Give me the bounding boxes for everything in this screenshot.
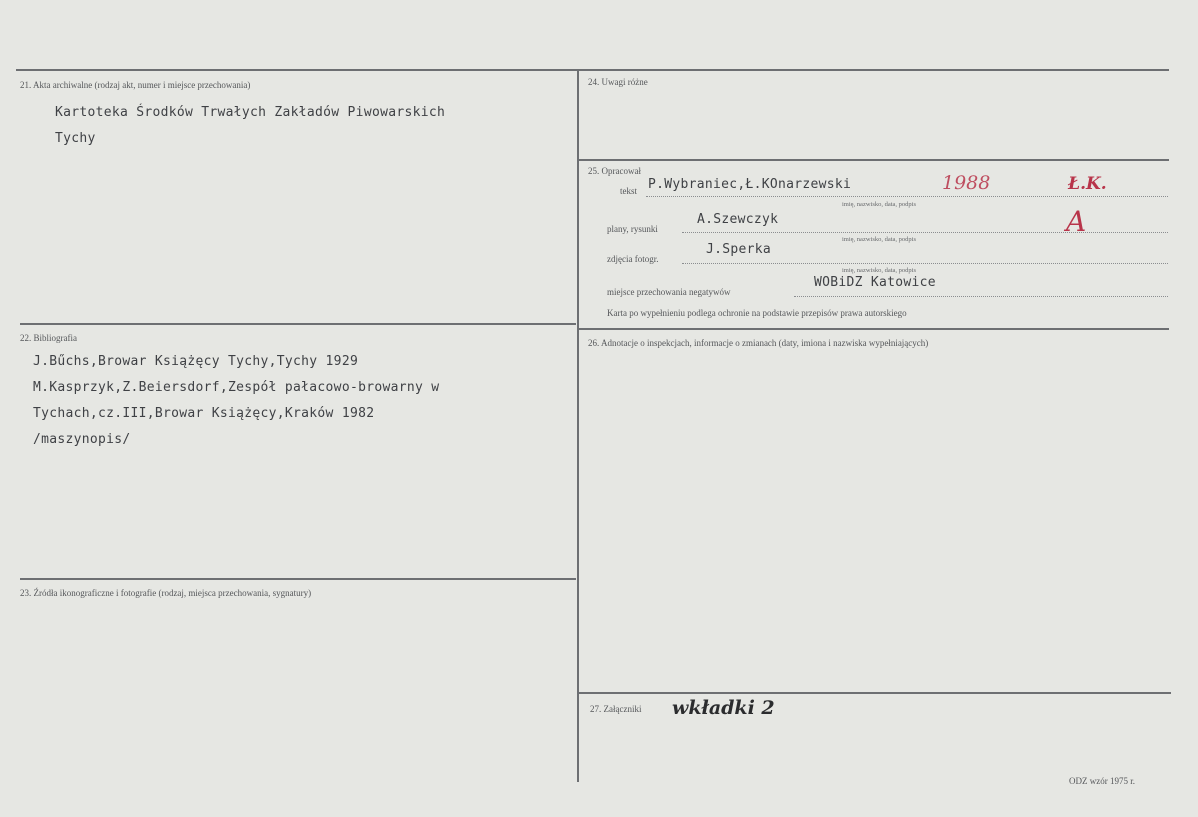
signature-1: Ł.K. <box>1068 174 1107 194</box>
section-22-line-1: J.Bűchs,Browar Książęcy Tychy,Tychy 1929 <box>33 354 359 369</box>
tekst-value: P.Wybraniec,Ł.KOnarzewski <box>648 177 852 192</box>
section-26-label: 26. Adnotacje o inspekcjach, informacje o zmianach (daty, imiona i nazwiska wypełniających) <box>588 338 929 348</box>
signature-2: A <box>1066 205 1087 238</box>
plany-label: plany, rysunki <box>607 224 658 234</box>
center-divider <box>577 70 579 782</box>
miejsce-value: WOBiDZ Katowice <box>814 275 936 290</box>
form-id: ODZ wzór 1975 r. <box>1069 776 1135 786</box>
section-22-label: 22. Bibliografia <box>20 333 77 343</box>
top-rule <box>16 69 1169 71</box>
rule-25-26 <box>579 328 1169 330</box>
plany-line <box>682 232 1168 233</box>
section-22-line-4: /maszynopis/ <box>33 432 131 447</box>
section-21-label: 21. Akta archiwalne (rodzaj akt, numer i miejsce przechowania) <box>20 80 251 90</box>
section-24-label: 24. Uwagi różne <box>588 77 648 87</box>
caption-1: imię, nazwisko, data, podpis <box>842 201 917 208</box>
rule-24-25 <box>579 159 1169 161</box>
miejsce-label: miejsce przechowania negatywów <box>607 287 731 297</box>
section-25-label: 25. Opracował <box>588 166 641 176</box>
section-27-label: 27. Załączniki <box>590 704 642 714</box>
section-21-line-2: Tychy <box>55 131 96 146</box>
tekst-label: tekst <box>620 186 637 196</box>
zdjecia-value: J.Sperka <box>706 242 772 257</box>
section-22-line-2: M.Kasprzyk,Z.Beiersdorf,Zespół pałacowo-browarny w <box>33 380 440 395</box>
section-22-line-3: Tychach,cz.III,Browar Książęcy,Kraków 1982 <box>33 406 375 421</box>
rule-22-23 <box>20 578 576 580</box>
miejsce-line <box>794 296 1168 297</box>
rule-21-22 <box>20 323 576 325</box>
zdjecia-line <box>682 263 1168 264</box>
caption-2: imię, nazwisko, data, podpis <box>842 236 917 243</box>
plany-value: A.Szewczyk <box>697 212 779 227</box>
section-23-label: 23. Źródła ikonograficzne i fotografie (rodzaj, miejsca przechowania, sygnatury) <box>20 588 312 598</box>
zdjecia-label: zdjęcia fotogr. <box>607 254 659 264</box>
copyright-note: Karta po wypełnieniu podlega ochronie na podstawie przepisów prawa autorskiego <box>607 308 907 318</box>
rule-26-27 <box>579 692 1171 694</box>
caption-3: imię, nazwisko, data, podpis <box>842 267 917 274</box>
section-27-value: wkładki 2 <box>672 697 775 719</box>
tekst-line <box>646 196 1168 197</box>
year-handwritten: 1988 <box>942 172 991 194</box>
section-21-line-1: Kartoteka Środków Trwałych Zakładów Piwowarskich <box>55 105 446 120</box>
